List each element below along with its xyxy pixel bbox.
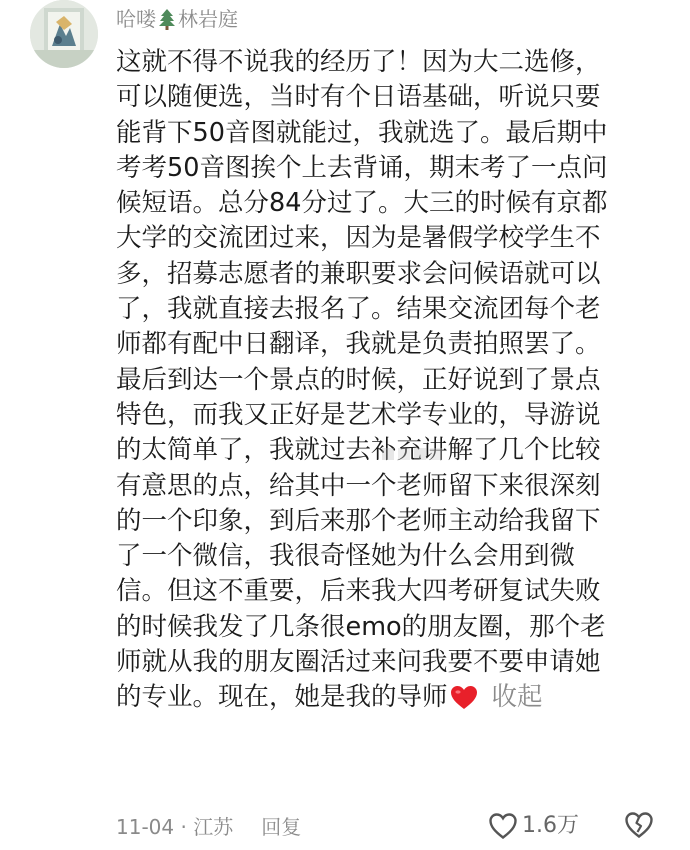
red-heart-icon — [450, 685, 478, 711]
comment-last-line — [116, 680, 661, 715]
comment-line: 大学的交流团过来，因为是暑假学校学生不 — [116, 223, 601, 254]
comment-line: 候短语。总分84分过了。大三的时候有京都 — [116, 188, 608, 219]
comment-date: 11-04 — [116, 815, 175, 839]
like-button[interactable] — [488, 810, 579, 842]
comment-location: 江苏 — [193, 815, 234, 839]
username[interactable] — [116, 6, 238, 32]
comment-line: 的专业。现在，她是我的导师 — [116, 682, 448, 713]
tree-icon — [158, 8, 176, 30]
username-prefix: 哈喽 — [116, 7, 156, 31]
heart-outline-icon — [488, 812, 518, 840]
dislike-button[interactable] — [624, 810, 654, 840]
comment-line: 师就从我的朋友圈活过来问我要不要申请她 — [116, 647, 601, 678]
username-suffix: 林岩庭 — [178, 7, 238, 31]
reply-button[interactable]: 回复 — [261, 815, 302, 839]
comment-line: 了，我就直接去报名了。结果交流团每个老 — [116, 294, 601, 325]
avatar[interactable] — [30, 0, 98, 68]
comment-line: 有意思的点，给其中一个老师留下来很深刻 — [116, 470, 601, 501]
comment-line: 这就不得不说我的经历了！因为大二选修， — [116, 47, 601, 77]
avatar-image — [30, 0, 98, 68]
meta-separator: · — [174, 815, 194, 839]
comment-line: 多，招募志愿者的兼职要求会问候语就可以 — [116, 258, 601, 289]
watermark-dots — [382, 446, 444, 462]
comment-line: 了一个微信，我很奇怪她为什么会用到微 — [116, 541, 576, 572]
broken-heart-icon — [624, 810, 654, 840]
comment-body — [116, 45, 661, 716]
comment-line: 特色，而我又正好是艺术学专业的，导游说 — [116, 399, 601, 430]
comment-line: 能背下50音图就能过，我就选了。最后期中 — [116, 117, 608, 148]
comment-line: 可以随便选，当时有个日语基础，听说只要 — [116, 82, 601, 113]
comment-line: 最后到达一个景点的时候，正好说到了景点 — [116, 364, 601, 395]
comment-line: 信。但这不重要，后来我大四考研复试失败 — [116, 576, 601, 607]
comment-line: 的一个印象，到后来那个老师主动给我留下 — [116, 505, 601, 536]
comment-line: 师都有配中日翻译，我就是负责拍照罢了。 — [116, 329, 601, 360]
collapse-button[interactable]: 收起 — [491, 682, 543, 713]
comment-line: 考考50音图挨个上去背诵，期末考了一点问 — [116, 152, 608, 183]
comment-meta — [116, 812, 301, 842]
comment-line: 的太简单了，我就过去补充讲解了几个比较 — [116, 435, 601, 466]
like-count: 1.6万 — [522, 813, 579, 838]
comment-line: 的时候我发了几条很emo的朋友圈，那个老 — [116, 611, 606, 642]
